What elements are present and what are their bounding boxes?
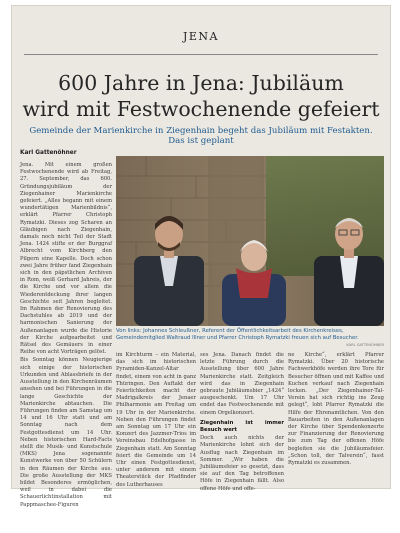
headline-line-2: wird mit Festwochenende gefeiert bbox=[22, 97, 380, 121]
subheading: Ziegenhain ist immer Besuch wert bbox=[200, 419, 284, 434]
paragraph: ne Kirche“, erklärt Pfarrer Rymatzki. Über 20 historische Fachwerkhöfe werden ihre Tore für Besucher öffnen und mit Kaffee und Kuchen verkauf nach Ziegenhain locken. „Der Ziegenhainer-Tal-Verein hat sich richtig ins Zeug gelegt“, lobt Pfarrer Rymatzki die Hilfe der Ehrenamtlichen. Von den Bauarbeiten in den Außenanlagen der Kirche über Spendenkonzerte zur Finanzierung der Renovierung bis zum Tag der offenen Höfe begleiten sie die Jubiläumsfeier. „Schon toll, der Talverein“, fasst Rymatzki es zusammen. bbox=[288, 352, 384, 467]
author-byline: Karl Gattenöhner bbox=[20, 150, 77, 156]
article-column-3 bbox=[200, 352, 284, 492]
paragraph: im Kirchturm – ein Material, das sich im historischen Pyramiden-Kanzel-Altar findet, einem von acht in ganz Thüringen. Den Auftakt der Feierlichkeiten macht der Madrigalkreis der Jenaer Philharmonie am Freitag um 19 Uhr in der Marienkirche. Neben den Führungen findet am Sonntag um 17 Uhr ein Konzert des Jazzmer-Trios im Vereinsbau Edelhofgasse in Ziegenhain statt. Am Sonntag feiert die Gemeinde um 14 Uhr einen Festgottesdienst, unter anderem mit einem Theaterstück der Pfadfinder des Lutherhauses bbox=[116, 352, 196, 488]
article-column-1 bbox=[20, 162, 112, 508]
article-column-2 bbox=[116, 352, 196, 488]
newspaper-page bbox=[12, 6, 390, 508]
paragraph: Doch auch nichts der Marienkirche lohnt sich der Ausflug nach Ziegenhain im Sommer. „Wir haben die Jubiläumsfeier so gesetzt, dass sie auf den Tag betroffenen Höfe in Ziegenhain fällt. Also offene Höfe und offe- bbox=[200, 435, 284, 492]
photo-credit: KARL GATTENÖHNER bbox=[346, 343, 384, 347]
article-photo bbox=[116, 156, 384, 326]
deck-subheadline: Gemeinde der Marienkirche in Ziegenhain begeht das Jubiläum mit Festakten. Das ist geplant bbox=[29, 126, 373, 146]
paragraph: Bis Sonntag können Neugierige sich einige der historischen Urkunden und Ablassbriefe in der Ausstellung in den Kirchenräumen ansehen und bei Führungen in die lange Geschichte der Marienkirche abtauchen. Die Führungen finden am Samstag um 14 und 16 Uhr statt und am Sonntag nach dem Festgottesdienst um 14 Uhr. Neben historischen Hard-Facts stellt die Musik- und Kunstschule (MKS) Jena sogenannte Kunstwerke von über 50 Schülern in den Räumen der Kirche aus. Die große Ausstellung der MKS bildet Besonderes ermöglichen, weil in dabei die Schauerlichtinstallation mit Pappmaschee-Figuren bbox=[20, 357, 112, 508]
divider bbox=[24, 54, 378, 55]
photo-caption: Von links: Johannes Schleußner, Referent der Öffentlichkeitsarbeit des Kirchenkreises, Gemeindemitglied Waltraud Illner und Pfarrer Christoph Rymatzki freuen sich auf Besucher. bbox=[116, 328, 359, 341]
section-label: JENA bbox=[182, 30, 219, 43]
headline-line-1: 600 Jahre in Jena: Jubiläum bbox=[58, 71, 344, 95]
headline bbox=[12, 70, 390, 122]
paragraph: Jena. Mit einem großen Festwochenende wird ab Freitag, 27. September, das 600. Gründungsjubiläum der Ziegenhainer Marienkirche gefeiert. „Alles begann mit einem wundertätigen Marienbildnis“, erklärt Pfarrer Christoph Rymatzki. Dieses zog Scharen an Gläubigen nach Ziegenhain, damals noch nicht Teil der Stadt Jena. 1424 stifte er der Burggraf Albrecht vom Kirchberg den Pilgern eine Kapelle. Doch schon zwei Jahre früher fand Ziegenhain sich in den päpstlichen Archiven in Rom, weiß Gerhard Jahreis, der die Kirche und vor allem die Wiederentdeckung ihrer langen Geschichte seit Jahren begleitet. Im Rahmen der Renovierung des Dachstuhles ab 2019 und der harmonischen Sanierung der Außenanlagen wurde die Historie der Kirche aufgearbeitet und Rätsel des Gemäuers in einer Reihe von acht Vorträgen gelöst. bbox=[20, 162, 112, 356]
paragraph: ses Jena. Danach findet die letzte Führung durch die Ausstellung über 600 Jahre Marienkirche statt. Zeitgleich wird das in Ziegenhain gebraute Jubiläumsbier „1424“ ausgeschenkt. Um 17 Uhr endet das Festwochenende mit einem Orgelkonzert. bbox=[200, 352, 284, 416]
article-column-4 bbox=[288, 352, 384, 484]
